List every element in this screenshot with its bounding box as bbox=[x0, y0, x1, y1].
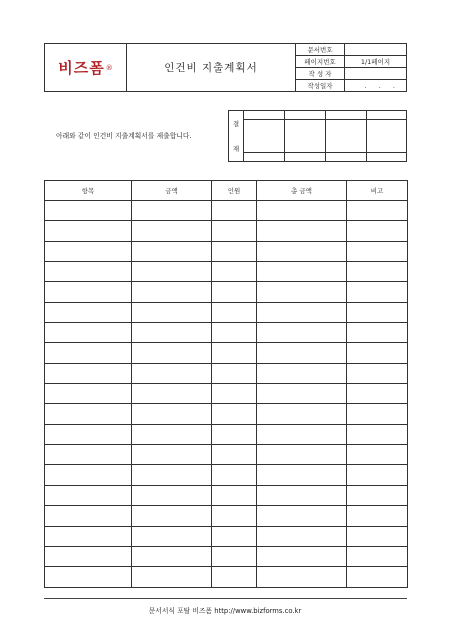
info-value[interactable]: . . . bbox=[364, 81, 400, 90]
table-cell[interactable] bbox=[45, 485, 132, 505]
table-cell[interactable] bbox=[132, 302, 212, 322]
table-cell[interactable] bbox=[347, 384, 408, 404]
info-row-page-number bbox=[296, 56, 406, 68]
info-value[interactable] bbox=[345, 44, 406, 55]
table-cell[interactable] bbox=[132, 404, 212, 424]
table-cell[interactable] bbox=[132, 465, 212, 485]
table-cell[interactable] bbox=[347, 302, 408, 322]
table-cell[interactable] bbox=[257, 282, 347, 302]
table-row bbox=[45, 343, 408, 363]
table-cell[interactable] bbox=[212, 506, 257, 526]
logo bbox=[45, 44, 127, 91]
table-row bbox=[45, 363, 408, 383]
table-row bbox=[45, 384, 408, 404]
table-cell[interactable] bbox=[212, 465, 257, 485]
table-cell[interactable] bbox=[212, 282, 257, 302]
approval-label bbox=[229, 111, 244, 161]
column-header-remarks: 비고 bbox=[347, 181, 408, 201]
info-label: 작성일자 bbox=[296, 80, 345, 91]
table-cell[interactable] bbox=[347, 221, 408, 241]
table-cell[interactable] bbox=[212, 262, 257, 282]
table-cell[interactable] bbox=[132, 546, 212, 566]
table-cell[interactable] bbox=[45, 201, 132, 221]
column-header-headcount: 인원 bbox=[212, 181, 257, 201]
table-cell[interactable] bbox=[257, 201, 347, 221]
table-cell[interactable] bbox=[347, 201, 408, 221]
table-cell[interactable] bbox=[132, 343, 212, 363]
table-cell[interactable] bbox=[347, 363, 408, 383]
table-cell[interactable] bbox=[45, 546, 132, 566]
table-cell[interactable] bbox=[132, 201, 212, 221]
table-cell[interactable] bbox=[45, 424, 132, 444]
table-body bbox=[45, 201, 408, 588]
expense-table bbox=[44, 180, 408, 588]
table-cell[interactable] bbox=[132, 445, 212, 465]
table-cell[interactable] bbox=[257, 445, 347, 465]
table-cell[interactable] bbox=[132, 262, 212, 282]
table-cell[interactable] bbox=[45, 221, 132, 241]
table-cell[interactable] bbox=[257, 302, 347, 322]
table-cell[interactable] bbox=[257, 526, 347, 546]
table-cell[interactable] bbox=[257, 343, 347, 363]
table-cell[interactable] bbox=[212, 302, 257, 322]
table-cell[interactable] bbox=[347, 241, 408, 261]
table-cell[interactable] bbox=[212, 546, 257, 566]
table-cell[interactable] bbox=[212, 567, 257, 587]
table-cell[interactable] bbox=[132, 363, 212, 383]
table-row bbox=[45, 404, 408, 424]
table-row bbox=[45, 465, 408, 485]
table-cell[interactable] bbox=[45, 384, 132, 404]
table-cell[interactable] bbox=[45, 526, 132, 546]
table-cell[interactable] bbox=[212, 424, 257, 444]
approval-label-top: 결 bbox=[232, 120, 240, 128]
table-cell[interactable] bbox=[45, 506, 132, 526]
table-cell[interactable] bbox=[257, 323, 347, 343]
table-row bbox=[45, 221, 408, 241]
table-cell[interactable] bbox=[257, 221, 347, 241]
table-cell[interactable] bbox=[132, 323, 212, 343]
table-row bbox=[45, 302, 408, 322]
info-label: 작 성 자 bbox=[296, 68, 345, 79]
table-cell[interactable] bbox=[257, 465, 347, 485]
approval-slot[interactable] bbox=[367, 111, 406, 161]
table-header-row bbox=[45, 181, 408, 201]
table-cell[interactable] bbox=[212, 343, 257, 363]
table-cell[interactable] bbox=[347, 465, 408, 485]
table-cell[interactable] bbox=[132, 526, 212, 546]
table-cell[interactable] bbox=[347, 526, 408, 546]
table-cell[interactable] bbox=[257, 567, 347, 587]
table-cell[interactable] bbox=[212, 485, 257, 505]
table-cell[interactable] bbox=[132, 506, 212, 526]
table-cell[interactable] bbox=[132, 485, 212, 505]
document-info-table bbox=[296, 44, 406, 91]
table-cell[interactable] bbox=[347, 445, 408, 465]
table-row bbox=[45, 546, 408, 566]
table-row bbox=[45, 323, 408, 343]
column-header-item: 항목 bbox=[45, 181, 132, 201]
table-cell[interactable] bbox=[45, 302, 132, 322]
info-value[interactable]: 1/1페이지 bbox=[360, 58, 391, 66]
column-header-total: 총 금액 bbox=[257, 181, 347, 201]
document-title: 인건비 지출계획서 bbox=[127, 44, 296, 91]
table-cell[interactable] bbox=[347, 506, 408, 526]
table-row bbox=[45, 424, 408, 444]
table-cell[interactable] bbox=[257, 485, 347, 505]
table-cell[interactable] bbox=[347, 262, 408, 282]
table-cell[interactable] bbox=[132, 384, 212, 404]
table-cell[interactable] bbox=[347, 282, 408, 302]
table-cell[interactable] bbox=[212, 201, 257, 221]
table-cell[interactable] bbox=[45, 343, 132, 363]
info-row-doc-number bbox=[296, 44, 406, 56]
table-cell[interactable] bbox=[45, 241, 132, 261]
table-row bbox=[45, 241, 408, 261]
table-cell[interactable] bbox=[212, 363, 257, 383]
table-cell[interactable] bbox=[132, 424, 212, 444]
table-cell[interactable] bbox=[212, 445, 257, 465]
table-row bbox=[45, 567, 408, 587]
table-row bbox=[45, 262, 408, 282]
table-cell[interactable] bbox=[257, 546, 347, 566]
document-header bbox=[44, 43, 407, 92]
table-row bbox=[45, 282, 408, 302]
table-cell[interactable] bbox=[45, 323, 132, 343]
table-cell[interactable] bbox=[212, 323, 257, 343]
logo-text: 비즈폼 bbox=[58, 59, 105, 77]
table-cell[interactable] bbox=[132, 282, 212, 302]
table-cell[interactable] bbox=[45, 262, 132, 282]
table-cell[interactable] bbox=[257, 506, 347, 526]
approval-label-bottom: 재 bbox=[232, 145, 240, 153]
column-header-amount: 금액 bbox=[132, 181, 212, 201]
logo-registered-mark: ® bbox=[105, 63, 113, 72]
table-row bbox=[45, 485, 408, 505]
table-cell[interactable] bbox=[257, 384, 347, 404]
table-row bbox=[45, 526, 408, 546]
info-label: 페이지번호 bbox=[296, 56, 345, 67]
table-cell[interactable] bbox=[45, 567, 132, 587]
info-label: 문서번호 bbox=[296, 44, 345, 55]
table-cell[interactable] bbox=[257, 262, 347, 282]
info-value[interactable] bbox=[345, 68, 406, 79]
table-cell[interactable] bbox=[45, 282, 132, 302]
table-cell[interactable] bbox=[347, 323, 408, 343]
info-row-date bbox=[296, 80, 406, 91]
table-cell[interactable] bbox=[212, 241, 257, 261]
table-row bbox=[45, 201, 408, 221]
table-cell[interactable] bbox=[212, 526, 257, 546]
table-cell[interactable] bbox=[132, 221, 212, 241]
approval-slot[interactable] bbox=[285, 111, 326, 161]
approval-slot[interactable] bbox=[326, 111, 367, 161]
table-cell[interactable] bbox=[347, 424, 408, 444]
table-cell[interactable] bbox=[132, 241, 212, 261]
table-cell[interactable] bbox=[45, 445, 132, 465]
intro-text: 아래와 같이 인건비 지출계획서를 제출합니다. bbox=[56, 132, 192, 140]
approval-box bbox=[228, 110, 407, 162]
table-row bbox=[45, 506, 408, 526]
table-cell[interactable] bbox=[347, 343, 408, 363]
table-cell[interactable] bbox=[347, 485, 408, 505]
table-cell[interactable] bbox=[257, 404, 347, 424]
approval-slot[interactable] bbox=[244, 111, 285, 161]
info-row-author bbox=[296, 68, 406, 80]
table-cell[interactable] bbox=[257, 241, 347, 261]
table-cell[interactable] bbox=[212, 384, 257, 404]
table-cell[interactable] bbox=[45, 404, 132, 424]
table-cell[interactable] bbox=[347, 567, 408, 587]
table-cell[interactable] bbox=[347, 404, 408, 424]
table-cell[interactable] bbox=[212, 404, 257, 424]
footer-divider bbox=[44, 598, 407, 599]
table-cell[interactable] bbox=[45, 363, 132, 383]
table-row bbox=[45, 445, 408, 465]
table-cell[interactable] bbox=[347, 546, 408, 566]
table-cell[interactable] bbox=[257, 424, 347, 444]
table-cell[interactable] bbox=[257, 363, 347, 383]
footer-text: 문서서식 포탈 비즈폼 http://www.bizforms.co.kr bbox=[148, 607, 302, 615]
table-cell[interactable] bbox=[132, 567, 212, 587]
table-cell[interactable] bbox=[212, 221, 257, 241]
table-cell[interactable] bbox=[45, 465, 132, 485]
